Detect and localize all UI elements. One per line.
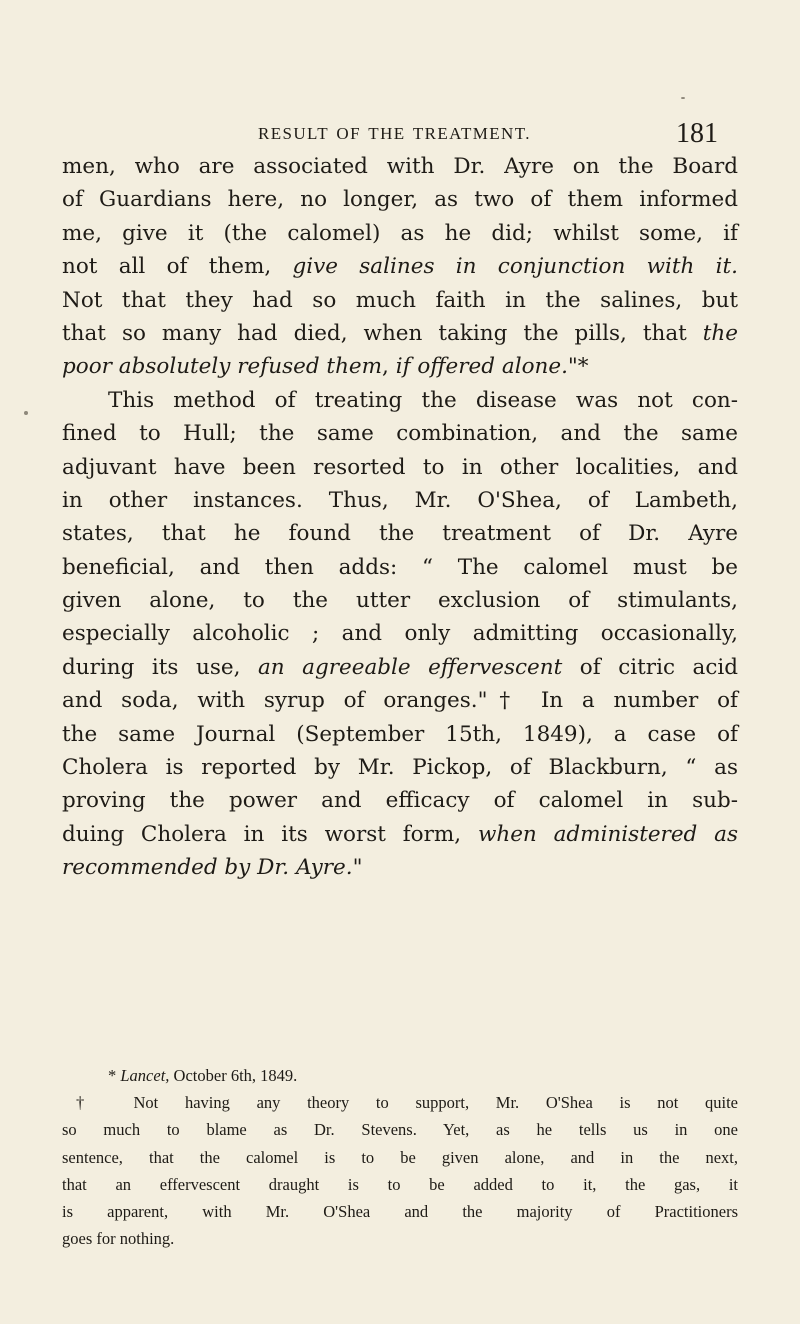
italic-text: if offered alone."* [395, 354, 589, 380]
text-segment: duing Cholera in its worst form, [62, 821, 478, 847]
text-line: in other instances. Thus, Mr. O'Shea, of Lambeth, [62, 487, 738, 513]
text-line: the same Journal (September 15th, 1849), a case of [62, 721, 738, 747]
text-line: fined to Hull; the same combination, and the same [62, 421, 738, 447]
text-line: proving the power and efficacy of calomel in sub- [62, 788, 738, 814]
italic-text: recommended by Dr. Ayre." [62, 855, 363, 881]
footnotes [62, 1062, 738, 1252]
italic-text: an agreeable effervescent [257, 654, 563, 680]
footnote-line: sentence, that the calomel is to be given alone, and in the next, [62, 1147, 738, 1167]
text-line [62, 350, 738, 383]
footnote-1 [62, 1062, 738, 1089]
margin-speck [24, 411, 28, 415]
text-line: Not that they had so much faith in the salines, but [62, 287, 738, 313]
footnote-line: is apparent, with Mr. O'Shea and the majority of Practitioners [62, 1201, 738, 1221]
running-title: RESULT OF THE TREATMENT. [258, 124, 531, 143]
text-line: me, give it (the calomel) as he did; whilst some, if [62, 220, 738, 246]
footnote-source: Lancet, [120, 1066, 170, 1085]
text-segment: during its use, [62, 654, 258, 680]
text-line: men, who are associated with Dr. Ayre on the Board [62, 154, 738, 179]
footnote-line: that an effervescent draught is to be added to it, the gas, it [62, 1174, 738, 1194]
text-line [62, 651, 738, 684]
italic-text: when administered as [477, 821, 738, 847]
italic-text: the [702, 320, 738, 346]
text-line [62, 250, 738, 283]
text-line [62, 818, 738, 851]
italic-text: give salines in conjunction with it. [292, 254, 739, 280]
text-line: states, that he found the treatment of Dr. Ayre [62, 521, 738, 547]
text-line: especially alcoholic ; and only admitting occasionally, [62, 621, 738, 647]
footnote-text: October 6th, 1849. [169, 1066, 298, 1085]
text-line: beneficial, and then adds: “ The calomel must be [62, 554, 738, 580]
text-line: of Guardians here, no longer, as two of them informed [62, 187, 738, 213]
footnote-line: goes for nothing. [62, 1229, 175, 1249]
text-line [62, 851, 738, 884]
text-segment: that so many had died, when taking the pills, that [62, 320, 703, 346]
text-line: adjuvant have been resorted to in other localities, and [62, 454, 738, 480]
footnote-line: so much to blame as Dr. Stevens. Yet, as he tells us in one [62, 1120, 738, 1140]
text-segment: of citric acid [562, 654, 739, 680]
text-segment: not all of them, [62, 254, 293, 280]
text-segment: , [382, 354, 396, 380]
italic-text: poor absolutely refused them [62, 354, 383, 380]
footnote-marker: * [108, 1066, 117, 1085]
text-line [62, 317, 738, 350]
text-line: and soda, with syrup of oranges."† In a number of [62, 688, 738, 714]
margin-speck [681, 97, 685, 99]
body-text [62, 150, 738, 885]
page-number: 181 [676, 118, 718, 149]
text-line: given alone, to the utter exclusion of stimulants, [62, 588, 738, 614]
footnote-line: † Not having any theory to support, Mr. O'Shea is not quite [76, 1093, 738, 1113]
text-line: Cholera is reported by Mr. Pickop, of Blackburn, “ as [62, 755, 738, 781]
text-line: This method of treating the disease was not con- [108, 387, 738, 413]
